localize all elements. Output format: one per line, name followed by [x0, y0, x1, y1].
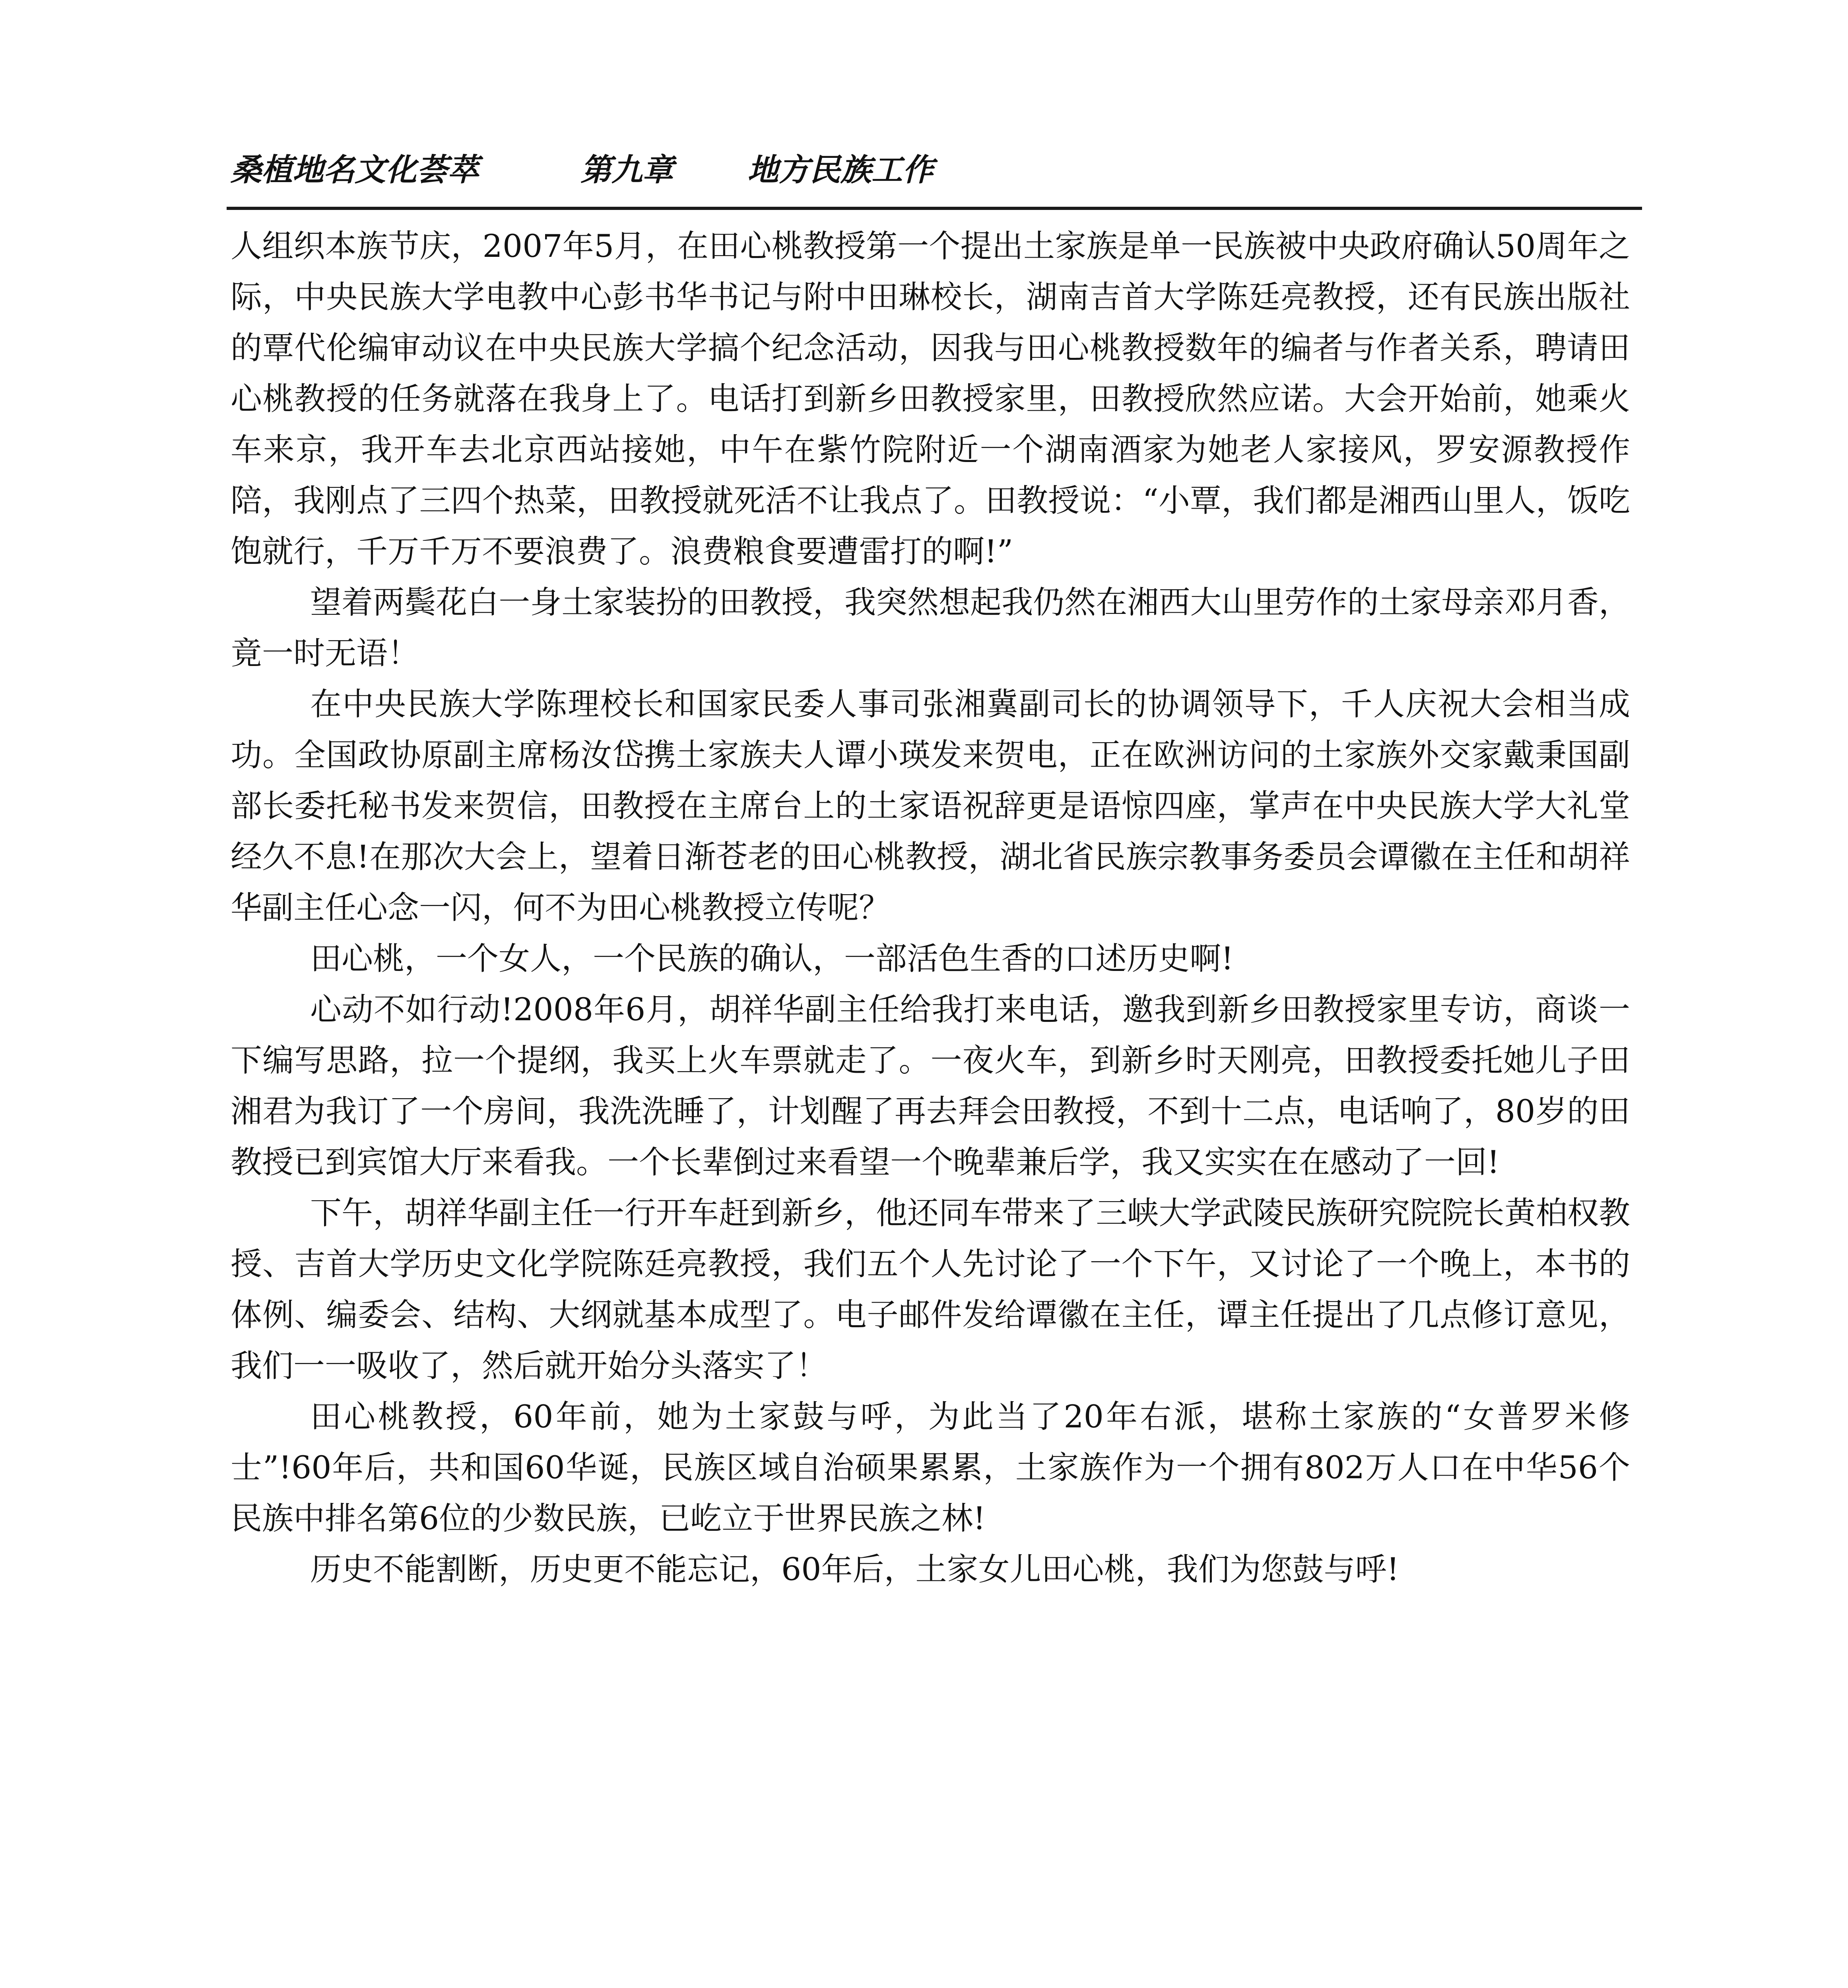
paragraph-7: 田心桃教授，60年前，她为土家鼓与呼，为此当了20年右派，堪称土家族的“女普罗米修士”!60年后，共和国60华诞，民族区域自治硕果累累，土家族作为一个拥有802万人口在中华56个民族中排名第6位的少数民族，已屹立于世界民族之林!	[231, 1398, 1630, 1537]
header-divider	[227, 207, 1642, 210]
section-title: 地方民族工作	[747, 152, 934, 188]
paragraph-1: 人组织本族节庆，2007年5月，在田心桃教授第一个提出土家族是单一民族被中央政府确认50周年之际，中央民族大学电教中心彭书华书记与附中田琳校长，湖南吉首大学陈廷亮教授，还有民族出版社的覃代伦编审动议在中央民族大学搞个纪念活动，因我与田心桃教授数年的编者与作者关系，聘请田心桃教授的任务就落在我身上了。电话打到新乡田教授家里，田教授欣然应诺。大会开始前，她乘火车来京，我开车去北京西站接她，中午在紫竹院附近一个湖南酒家为她老人家接风，罗安源教授作陪，我刚点了三四个热菜，田教授就死活不让我点了。田教授说：“小覃，我们都是湘西山里人，饭吃饱就行，千万千万不要浪费了。浪费粮食要遭雷打的啊!”	[231, 228, 1630, 570]
paragraph-6: 下午，胡祥华副主任一行开车赶到新乡，他还同车带来了三峡大学武陵民族研究院院长黄柏权教授、吉首大学历史文化学院陈廷亮教授，我们五个人先讨论了一个下午，又讨论了一个晚上，本书的体例、编委会、结构、大纲就基本成型了。电子邮件发给谭徽在主任，谭主任提出了几点修订意见，我们一一吸收了，然后就开始分头落实了！	[231, 1195, 1630, 1384]
chapter-label: 第九章	[580, 152, 674, 188]
running-header	[231, 146, 1630, 210]
paragraph-2: 望着两鬓花白一身土家装扮的田教授，我突然想起我仍然在湘西大山里劳作的土家母亲邓月香，竟一时无语！	[231, 584, 1630, 672]
paragraph-8: 历史不能割断，历史更不能忘记，60年后，土家女儿田心桃，我们为您鼓与呼!	[310, 1551, 1400, 1588]
paragraph-3: 在中央民族大学陈理校长和国家民委人事司张湘冀副司长的协调领导下，千人庆祝大会相当成功。全国政协原副主席杨汝岱携土家族夫人谭小瑛发来贺电，正在欧洲访问的土家族外交家戴秉国副部长委托秘书发来贺信，田教授在主席台上的土家语祝辞更是语惊四座，掌声在中央民族大学大礼堂经久不息!在那次大会上，望着日渐苍老的田心桃教授，湖北省民族宗教事务委员会谭徽在主任和胡祥华副主任心念一闪，何不为田心桃教授立传呢？	[231, 686, 1630, 926]
paragraph-5: 心动不如行动!2008年6月，胡祥华副主任给我打来电话，邀我到新乡田教授家里专访，商谈一下编写思路，拉一个提纲，我买上火车票就走了。一夜火车，到新乡时天刚亮，田教授委托她儿子田湘君为我订了一个房间，我洗洗睡了，计划醒了再去拜会田教授，不到十二点，电话响了，80岁的田教授已到宾馆大厅来看我。一个长辈倒过来看望一个晚辈兼后学，我又实实在在感动了一回!	[231, 991, 1630, 1180]
article-body	[231, 221, 1630, 1595]
book-title: 桑植地名文化荟萃	[231, 152, 479, 188]
paragraph-4: 田心桃，一个女人，一个民族的确认，一部活色生香的口述历史啊!	[310, 940, 1234, 977]
